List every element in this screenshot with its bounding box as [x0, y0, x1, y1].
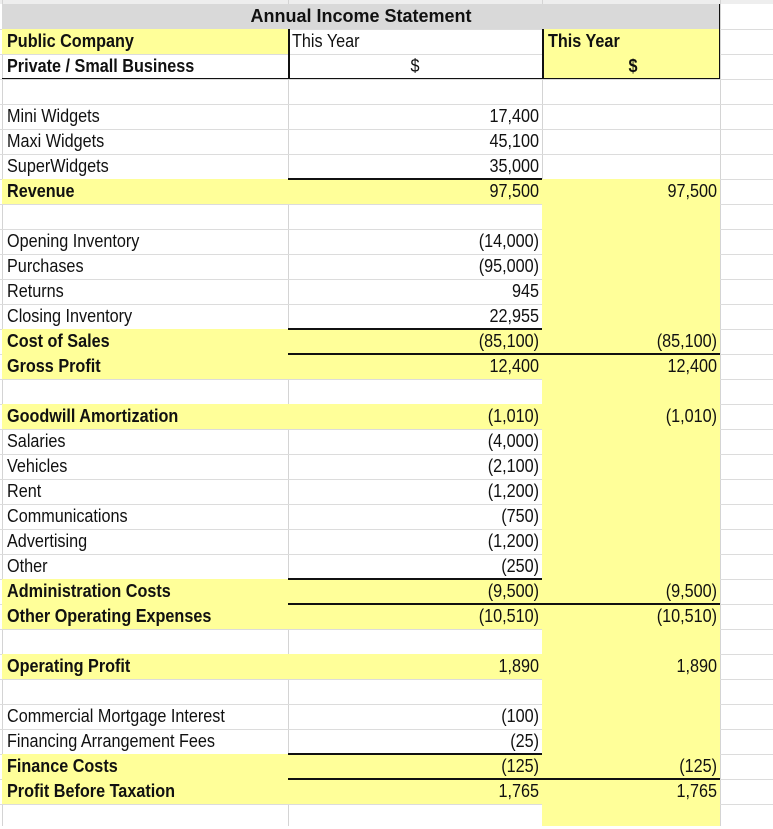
cell-this-year-c[interactable]	[542, 679, 720, 704]
cell-this-year-b[interactable]: 1,765	[498, 781, 539, 801]
cell-this-year-b[interactable]: (85,100)	[478, 331, 539, 351]
cell-col-c-period[interactable]: This Year	[548, 31, 620, 51]
header-row-1	[0, 29, 773, 54]
table-row	[0, 629, 773, 654]
cell-this-year-b[interactable]: (125)	[501, 756, 539, 776]
table-row	[0, 179, 773, 204]
subtotal-border	[288, 178, 542, 180]
cell-this-year-b[interactable]: (1,200)	[487, 481, 539, 501]
cell-label[interactable]: Revenue	[7, 181, 75, 201]
cell-this-year-b[interactable]: (25)	[510, 731, 539, 751]
table-row	[0, 479, 773, 504]
cell-this-year-c[interactable]	[542, 529, 720, 554]
cell-label[interactable]: Profit Before Taxation	[7, 781, 176, 801]
cell-col-c-currency[interactable]: $	[628, 56, 638, 76]
cell-this-year-b[interactable]	[288, 379, 542, 404]
subtotal-border	[288, 353, 720, 355]
cell-this-year-c[interactable]	[542, 279, 720, 304]
cell-this-year-b[interactable]: 22,955	[489, 306, 539, 326]
subtotal-border	[288, 753, 542, 755]
cell-this-year-b[interactable]: (2,100)	[487, 456, 539, 476]
cell-this-year-c[interactable]	[542, 429, 720, 454]
cell-this-year-c[interactable]	[542, 729, 720, 754]
cell-label[interactable]: Purchases	[7, 256, 84, 276]
table-row	[0, 229, 773, 254]
cell-this-year-b[interactable]: 97,500	[489, 181, 539, 201]
table-row	[0, 429, 773, 454]
statement-title: Annual Income Statement	[250, 6, 472, 26]
table-row	[0, 654, 773, 679]
cell-label[interactable]	[2, 379, 288, 404]
cell-label[interactable]: Cost of Sales	[7, 331, 110, 351]
cell-label[interactable]: Administration Costs	[7, 581, 171, 601]
cell-this-year-c[interactable]	[542, 154, 720, 179]
cell-label[interactable]	[2, 804, 288, 829]
table-row	[0, 404, 773, 429]
cell-label[interactable]	[2, 79, 288, 104]
cell-this-year-c[interactable]: (1,010)	[665, 406, 717, 426]
cell-label[interactable]	[2, 629, 288, 654]
cell-this-year-c[interactable]	[542, 204, 720, 229]
cell-this-year-b[interactable]: 45,100	[489, 131, 539, 151]
cell-label[interactable]: SuperWidgets	[7, 156, 109, 176]
cell-label[interactable]: Salaries	[7, 431, 66, 451]
table-row	[0, 454, 773, 479]
cell-label[interactable]: Opening Inventory	[7, 231, 140, 251]
table-row	[0, 304, 773, 329]
cell-this-year-b[interactable]: (1,010)	[487, 406, 539, 426]
cell-private-small-business[interactable]: Private / Small Business	[7, 56, 195, 76]
cell-this-year-c[interactable]: (85,100)	[656, 331, 717, 351]
cell-this-year-b[interactable]: (100)	[501, 706, 539, 726]
cell-this-year-b[interactable]: (750)	[501, 506, 539, 526]
cell-this-year-b[interactable]: (95,000)	[478, 256, 539, 276]
cell-this-year-b[interactable]: (14,000)	[478, 231, 539, 251]
cell-this-year-c[interactable]: 1,765	[676, 781, 717, 801]
cell-this-year-b[interactable]	[288, 204, 542, 229]
cell-this-year-b[interactable]	[288, 79, 542, 104]
cell-this-year-c[interactable]: (9,500)	[665, 581, 717, 601]
table-row	[0, 804, 773, 829]
cell-this-year-b[interactable]	[288, 804, 542, 829]
cell-this-year-c[interactable]	[542, 454, 720, 479]
cell-this-year-b[interactable]: 12,400	[489, 356, 539, 376]
table-row	[0, 104, 773, 129]
table-row	[0, 79, 773, 104]
cell-this-year-c[interactable]	[542, 79, 720, 104]
table-row	[0, 754, 773, 779]
cell-label[interactable]: Operating Profit	[7, 656, 131, 676]
cell-this-year-c[interactable]: (125)	[679, 756, 717, 776]
cell-label[interactable]: Advertising	[7, 531, 88, 551]
cell-label[interactable]: Other Operating Expenses	[7, 606, 212, 626]
table-row	[0, 554, 773, 579]
cell-this-year-b[interactable]	[288, 679, 542, 704]
subtotal-border	[288, 778, 720, 780]
cell-this-year-b[interactable]: 1,890	[498, 656, 539, 676]
cell-this-year-b[interactable]: (4,000)	[487, 431, 539, 451]
cell-label[interactable]	[2, 204, 288, 229]
cell-this-year-c[interactable]: 1,890	[676, 656, 717, 676]
cell-this-year-c[interactable]	[542, 304, 720, 329]
table-row	[0, 254, 773, 279]
cell-this-year-c[interactable]	[542, 554, 720, 579]
cell-this-year-c[interactable]	[542, 129, 720, 154]
cell-this-year-b[interactable]: (250)	[501, 556, 539, 576]
cell-this-year-b[interactable]: (1,200)	[487, 531, 539, 551]
table-row	[0, 529, 773, 554]
cell-label[interactable]: Goodwill Amortization	[7, 406, 179, 426]
cell-label[interactable]: Closing Inventory	[7, 306, 133, 326]
header-row-2	[0, 54, 773, 79]
cell-this-year-b[interactable]: 17,400	[489, 106, 539, 126]
table-row	[0, 579, 773, 604]
table-row	[0, 679, 773, 704]
cell-this-year-c[interactable]	[542, 704, 720, 729]
cell-this-year-c[interactable]	[542, 629, 720, 654]
table-row	[0, 329, 773, 354]
table-row	[0, 279, 773, 304]
table-row	[0, 379, 773, 404]
cell-label[interactable]: Maxi Widgets	[7, 131, 105, 151]
cell-col-b-period[interactable]: This Year	[292, 31, 360, 51]
cell-this-year-c[interactable]	[542, 229, 720, 254]
table-row	[0, 779, 773, 804]
subtotal-border	[288, 578, 542, 580]
cell-this-year-c[interactable]	[542, 504, 720, 529]
cell-this-year-c[interactable]	[542, 104, 720, 129]
table-row	[0, 354, 773, 379]
table-row	[0, 729, 773, 754]
cell-public-company[interactable]: Public Company	[7, 31, 134, 51]
cell-label[interactable]: Mini Widgets	[7, 106, 100, 126]
cell-label[interactable]: Gross Profit	[7, 356, 101, 376]
cell-this-year-b[interactable]: (9,500)	[487, 581, 539, 601]
cell-label[interactable]: Rent	[7, 481, 42, 501]
table-row	[0, 154, 773, 179]
cell-label[interactable]: Financing Arrangement Fees	[7, 731, 216, 751]
cell-this-year-c[interactable]	[542, 379, 720, 404]
subtotal-border	[288, 328, 542, 330]
cell-label[interactable]	[2, 679, 288, 704]
cell-label[interactable]: Finance Costs	[7, 756, 118, 776]
cell-label[interactable]: Vehicles	[7, 456, 68, 476]
cell-label[interactable]: Other	[7, 556, 48, 576]
table-row	[0, 604, 773, 629]
subtotal-border	[288, 603, 720, 605]
table-row	[0, 204, 773, 229]
cell-this-year-b[interactable]	[288, 629, 542, 654]
cell-this-year-c[interactable]	[542, 254, 720, 279]
table-row	[0, 129, 773, 154]
cell-label[interactable]: Communications	[7, 506, 128, 526]
cell-this-year-c[interactable]: 12,400	[667, 356, 717, 376]
cell-this-year-c[interactable]: 97,500	[667, 181, 717, 201]
cell-label[interactable]: Commercial Mortgage Interest	[7, 706, 225, 726]
cell-col-b-currency[interactable]: $	[410, 56, 420, 76]
cell-this-year-c[interactable]	[542, 804, 720, 829]
table-row	[0, 704, 773, 729]
cell-this-year-b[interactable]: 35,000	[489, 156, 539, 176]
cell-this-year-b[interactable]: 945	[511, 281, 539, 301]
cell-this-year-c[interactable]: (10,510)	[656, 606, 717, 626]
cell-this-year-c[interactable]	[542, 479, 720, 504]
cell-label[interactable]: Returns	[7, 281, 64, 301]
table-row	[0, 504, 773, 529]
cell-this-year-b[interactable]: (10,510)	[478, 606, 539, 626]
